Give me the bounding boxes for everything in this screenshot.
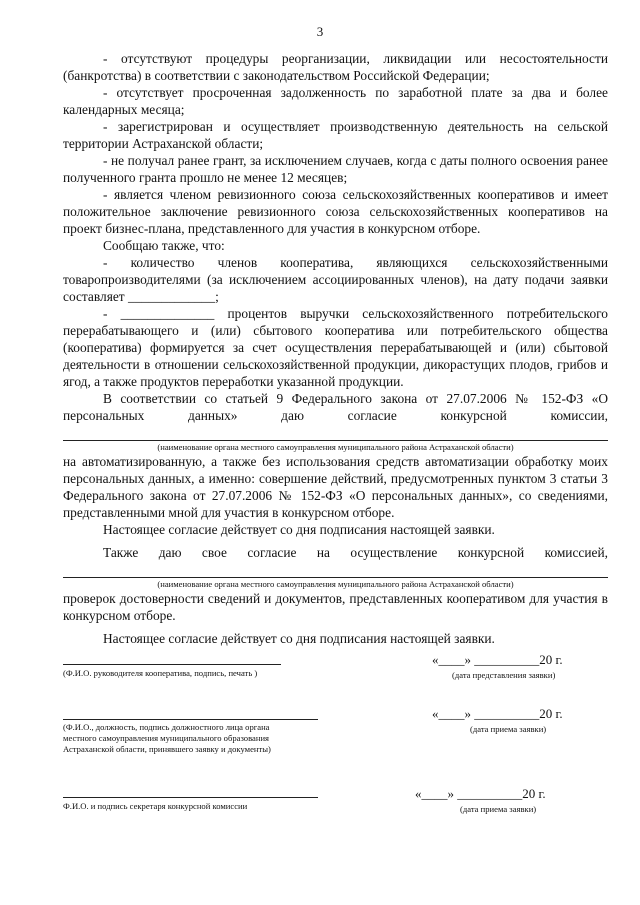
signature-line[interactable] (63, 797, 318, 798)
page-number: 3 (316, 24, 324, 39)
date-field[interactable]: «____» __________20 г. (415, 786, 546, 801)
bullet-item: - отсутствует просроченная задолженность по заработной плате за два и более календарных месяца; (63, 85, 608, 117)
members-blank[interactable]: _____________; (128, 289, 219, 304)
commission-name-field-2[interactable] (63, 561, 608, 578)
signature-label: (Ф.И.О. руководителя кооператива, подпись, печать ) (63, 668, 258, 678)
members-text: - количество членов кооператива, являющихся сельскохозяйственными товаропроизводителями (за исключением ассоциированных членов), на дату подачи заявки составляет (63, 255, 608, 304)
bullet-item: - является членом ревизионного союза сельскохозяйственных кооперативов и имеет положительное заключение ревизионного союза сельскохозяйственных кооперативов на проект бизнес-плана, представленного для участия в конкурсном отборе. (63, 187, 608, 236)
date-field[interactable]: «____» __________20 г. (432, 706, 563, 721)
signature-label: (Ф.И.О., должность, подпись должностного лица органа местного самоуправления муниципального образования Астраханской области, принявшего заявку и документы) (63, 722, 271, 754)
date-field[interactable]: «____» __________20 г. (432, 652, 563, 667)
revenue-text: процентов выручки сельскохозяйственного потребительского перерабатывающего и (или) сбытового кооператива или потребительского общества (кооператива) формируется за счет осуществления перерабатывающей и (или) сбытовой деятельности в отношении сельскохозяйственной продукции, дикорастущих плодов, грибов и ягод, а также продуктов переработки указанной продукции. (63, 306, 608, 389)
document-body (63, 50, 608, 647)
signature-line[interactable] (63, 719, 318, 720)
date-label: (дата приема заявки) (460, 804, 537, 814)
effective-note: Настоящее согласие действует со дня подписания настоящей заявки. (103, 522, 495, 537)
members-paragraph (63, 254, 608, 305)
consent-text: на автоматизированную, а также без использования средств автоматизации обработку моих персональных данных, а именно: совершение действий, предусмотренных пунктом 3 статьи 3 Федерального закона от 27.07.2006 № 152-ФЗ «О персональных данных», со сведениями, представленными мной для участия в конкурсном отборе. (63, 454, 608, 520)
signature-label: Ф.И.О. и подпись секретаря конкурсной комиссии (63, 801, 248, 811)
signature-line[interactable] (63, 664, 281, 665)
inform-intro: Сообщаю также, что: (103, 238, 225, 253)
consent-text-2: проверок достоверности сведений и документов, представленных кооперативом для участия в конкурсном отборе. (63, 591, 608, 623)
commission-name-field[interactable] (63, 424, 608, 441)
bullet-item: - зарегистрирован и осуществляет производственную деятельность на сельской территории Астраханской области; (63, 119, 608, 151)
effective-note-2: Настоящее согласие действует со дня подписания настоящей заявки. (103, 631, 495, 646)
consent-lead: В соответствии со статьей 9 Федерального закона от 27.07.2006 № 152-ФЗ «О персональных данных» даю согласие конкурсной комиссии, (63, 391, 608, 423)
revenue-paragraph (63, 305, 608, 390)
consent-lead-2: Также даю свое согласие на осуществление конкурсной комиссией, (103, 545, 608, 560)
field-caption-2: (наименование органа местного самоуправления муниципального района Астраханской области) (157, 579, 514, 589)
bullet-item: - отсутствуют процедуры реорганизации, ликвидации или несостоятельности (банкротства) в соответствии с законодательством Российской Федерации; (63, 51, 608, 83)
date-label: (дата приема заявки) (470, 724, 547, 734)
revenue-blank[interactable]: - ______________ (103, 306, 215, 321)
bullet-item: - не получал ранее грант, за исключением случаев, когда с даты полного освоения ранее полученного гранта прошло не менее 12 месяцев; (63, 153, 608, 185)
field-caption: (наименование органа местного самоуправления муниципального района Астраханской области) (157, 442, 514, 452)
date-label: (дата представления заявки) (452, 670, 556, 680)
